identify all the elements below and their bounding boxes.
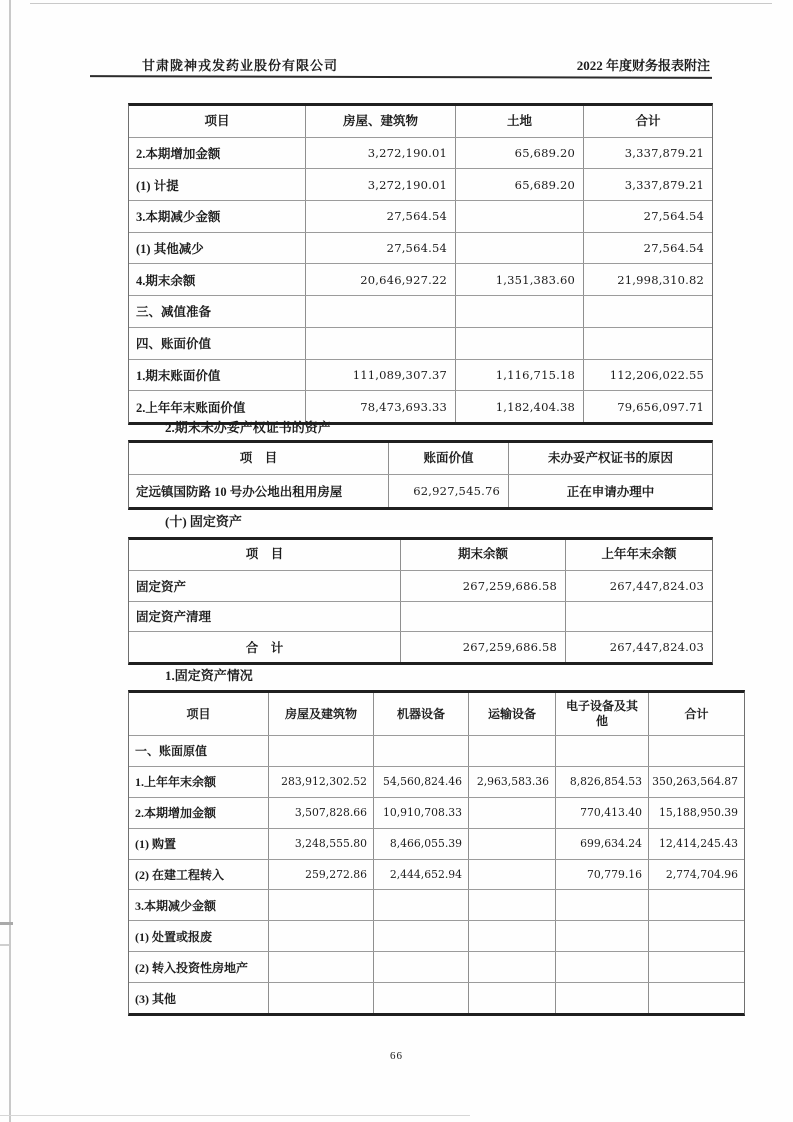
cell-value [469, 952, 556, 982]
row-label: 定远镇国防路 10 号办公地出租用房屋 [129, 475, 389, 507]
cell-value [556, 736, 649, 766]
table-header-row [129, 106, 712, 137]
column-header: 项目 [129, 106, 306, 137]
table-row [129, 797, 744, 828]
cell-value [566, 602, 712, 632]
cell-value [269, 890, 374, 920]
row-label: 2.本期增加金额 [129, 138, 306, 169]
column-header: 项目 [129, 693, 269, 735]
cell-value: 3,272,190.01 [306, 169, 456, 200]
cell-value [456, 296, 584, 327]
cell-value: 3,507,828.66 [269, 798, 374, 828]
row-label: (3) 其他 [129, 983, 269, 1013]
cell-value [374, 736, 469, 766]
table-row [129, 200, 712, 232]
cell-value: 283,912,302.52 [269, 767, 374, 797]
cell-value [556, 983, 649, 1013]
table-row [129, 859, 744, 890]
cell-value: 27,564.54 [643, 241, 704, 256]
cell-value [649, 921, 744, 951]
row-label: (1) 购置 [129, 829, 269, 859]
column-header: 期末余额 [401, 540, 566, 570]
section-heading-fixed-assets: (十) 固定资产 [165, 514, 242, 529]
cell-value: 267,447,824.03 [609, 578, 704, 593]
table-row [129, 232, 712, 264]
cell-value: 3,248,555.80 [269, 829, 374, 859]
column-header: 土地 [456, 106, 584, 137]
cell-value: 3,337,879.21 [624, 177, 704, 192]
table-row [129, 920, 744, 951]
report-title: 2022 年度财务报表附注 [576, 58, 710, 73]
cell-value [306, 328, 456, 359]
row-label: 3.本期减少金额 [129, 890, 269, 920]
cell-value: 267,259,686.58 [401, 632, 566, 662]
table-row [129, 474, 712, 507]
cell-value [469, 860, 556, 890]
cell-value: 54,560,824.46 [374, 767, 469, 797]
cell-value: 2,963,583.36 [469, 767, 556, 797]
column-header: 电子设备及其他 [556, 693, 649, 735]
table-row [129, 168, 712, 200]
table-row [129, 601, 712, 632]
cell-value [456, 328, 584, 359]
table-row [129, 570, 712, 601]
cell-value: 正在申请办理中 [566, 485, 655, 499]
cell-value [469, 921, 556, 951]
row-label: (1) 其他减少 [129, 233, 306, 264]
column-header: 房屋、建筑物 [306, 106, 456, 137]
cell-value: 2,774,704.96 [665, 868, 738, 881]
cell-value [456, 201, 584, 232]
cell-value: 65,689.20 [456, 169, 584, 200]
cell-value [374, 921, 469, 951]
cell-value: 259,272.86 [269, 860, 374, 890]
cell-value: 111,089,307.37 [306, 360, 456, 391]
cell-value [649, 983, 744, 1013]
row-label: 四、账面价值 [129, 328, 306, 359]
column-header: 运输设备 [469, 693, 556, 735]
column-header: 合计 [635, 113, 661, 128]
cell-value: 79,656,097.71 [617, 399, 704, 414]
cell-value [306, 296, 456, 327]
cell-value: 1,351,383.60 [456, 264, 584, 295]
column-header: 上年年末余额 [601, 547, 677, 562]
cell-value [374, 983, 469, 1013]
cell-value [469, 736, 556, 766]
cell-value: 10,910,708.33 [374, 798, 469, 828]
company-name: 甘肃陇神戎发药业股份有限公司 [142, 58, 339, 73]
table-row [129, 735, 744, 766]
cell-value [456, 233, 584, 264]
row-label: 2.上年年末账面价值 [129, 391, 306, 422]
row-label: (1) 计提 [129, 169, 306, 200]
scan-artifact-left-tick-2 [0, 944, 9, 946]
cell-value: 112,206,022.55 [609, 367, 704, 382]
cell-value [374, 952, 469, 982]
row-label: 合 计 [129, 632, 401, 662]
row-label: 3.本期减少金额 [129, 201, 306, 232]
cell-value [269, 952, 374, 982]
row-label: 固定资产 [129, 571, 401, 601]
cell-value [584, 328, 712, 359]
page-number: 66 [390, 1050, 403, 1062]
row-label: 固定资产清理 [129, 602, 401, 632]
cell-value: 1,116,715.18 [456, 360, 584, 391]
table-row [129, 982, 744, 1013]
scan-artifact-bottom-line [0, 1115, 470, 1116]
cell-value: 65,689.20 [456, 138, 584, 169]
cell-value [469, 983, 556, 1013]
row-label: (2) 在建工程转入 [129, 860, 269, 890]
table-header-row [129, 443, 712, 474]
cell-value: 8,826,854.53 [556, 767, 649, 797]
cell-value [649, 736, 744, 766]
table-row [129, 766, 744, 797]
cell-value [269, 983, 374, 1013]
table-row [129, 137, 712, 169]
cell-value: 3,337,879.21 [624, 146, 704, 161]
cell-value [649, 890, 744, 920]
cell-value: 350,263,564.87 [652, 775, 738, 789]
table-row [129, 889, 744, 920]
column-header: 项 目 [129, 443, 389, 474]
cell-value: 8,466,055.39 [374, 829, 469, 859]
cell-value [469, 829, 556, 859]
column-header: 房屋及建筑物 [269, 693, 374, 735]
table-header-row [129, 540, 712, 570]
column-header: 机器设备 [374, 693, 469, 735]
cell-value: 27,564.54 [643, 209, 704, 224]
cell-value: 12,414,245.43 [659, 837, 738, 851]
table-header-row [129, 693, 744, 735]
section-heading-fixed-assets-detail: 1.固定资产情况 [165, 668, 253, 683]
cell-value: 62,927,545.76 [389, 475, 509, 507]
header-divider [90, 75, 712, 79]
column-header: 账面价值 [389, 443, 509, 474]
cell-value: 770,413.40 [556, 798, 649, 828]
fixed-assets-summary-table [128, 537, 713, 665]
table-row [129, 828, 744, 859]
column-header: 项 目 [129, 540, 401, 570]
cell-value [556, 890, 649, 920]
row-label: 三、减值准备 [129, 296, 306, 327]
cell-value [556, 952, 649, 982]
table-row [129, 631, 712, 662]
column-header: 合计 [684, 706, 709, 721]
depreciation-table [128, 103, 713, 425]
cell-value: 267,447,824.03 [609, 640, 704, 655]
cell-value [269, 736, 374, 766]
cell-value: 20,646,927.22 [306, 264, 456, 295]
cell-value [649, 952, 744, 982]
scan-artifact-top-line [30, 3, 772, 4]
cell-value [556, 921, 649, 951]
cell-value: 27,564.54 [306, 233, 456, 264]
cell-value [269, 921, 374, 951]
row-label: 一、账面原值 [129, 736, 269, 766]
cell-value: 267,259,686.58 [401, 571, 566, 601]
section-heading-unregistered-assets: 2.期末未办妥产权证书的资产 [165, 420, 331, 435]
row-label: (1) 处置或报废 [129, 921, 269, 951]
unregistered-assets-table [128, 440, 713, 510]
cell-value: 2,444,652.94 [374, 860, 469, 890]
cell-value: 1,182,404.38 [456, 391, 584, 422]
column-header: 未办妥产权证书的原因 [547, 450, 673, 465]
table-row [129, 951, 744, 982]
cell-value [401, 602, 566, 632]
cell-value [374, 890, 469, 920]
row-label: 4.期末余额 [129, 264, 306, 295]
table-row [129, 263, 712, 295]
cell-value: 3,272,190.01 [306, 138, 456, 169]
table-row [129, 327, 712, 359]
cell-value [469, 890, 556, 920]
cell-value: 15,188,950.39 [659, 806, 738, 820]
row-label: 1.上年年末余额 [129, 767, 269, 797]
row-label: 2.本期增加金额 [129, 798, 269, 828]
cell-value: 78,473,693.33 [306, 391, 456, 422]
cell-value: 21,998,310.82 [617, 272, 704, 287]
table-row [129, 359, 712, 391]
cell-value: 27,564.54 [306, 201, 456, 232]
cell-value: 699,634.24 [556, 829, 649, 859]
table-row [129, 295, 712, 327]
fixed-assets-detail-table [128, 690, 745, 1016]
scan-artifact-left-line [9, 0, 11, 1122]
row-label: 1.期末账面价值 [129, 360, 306, 391]
row-label: (2) 转入投资性房地产 [129, 952, 269, 982]
cell-value [584, 296, 712, 327]
scan-artifact-left-tick [0, 922, 13, 925]
cell-value [469, 798, 556, 828]
cell-value: 70,779.16 [556, 860, 649, 890]
